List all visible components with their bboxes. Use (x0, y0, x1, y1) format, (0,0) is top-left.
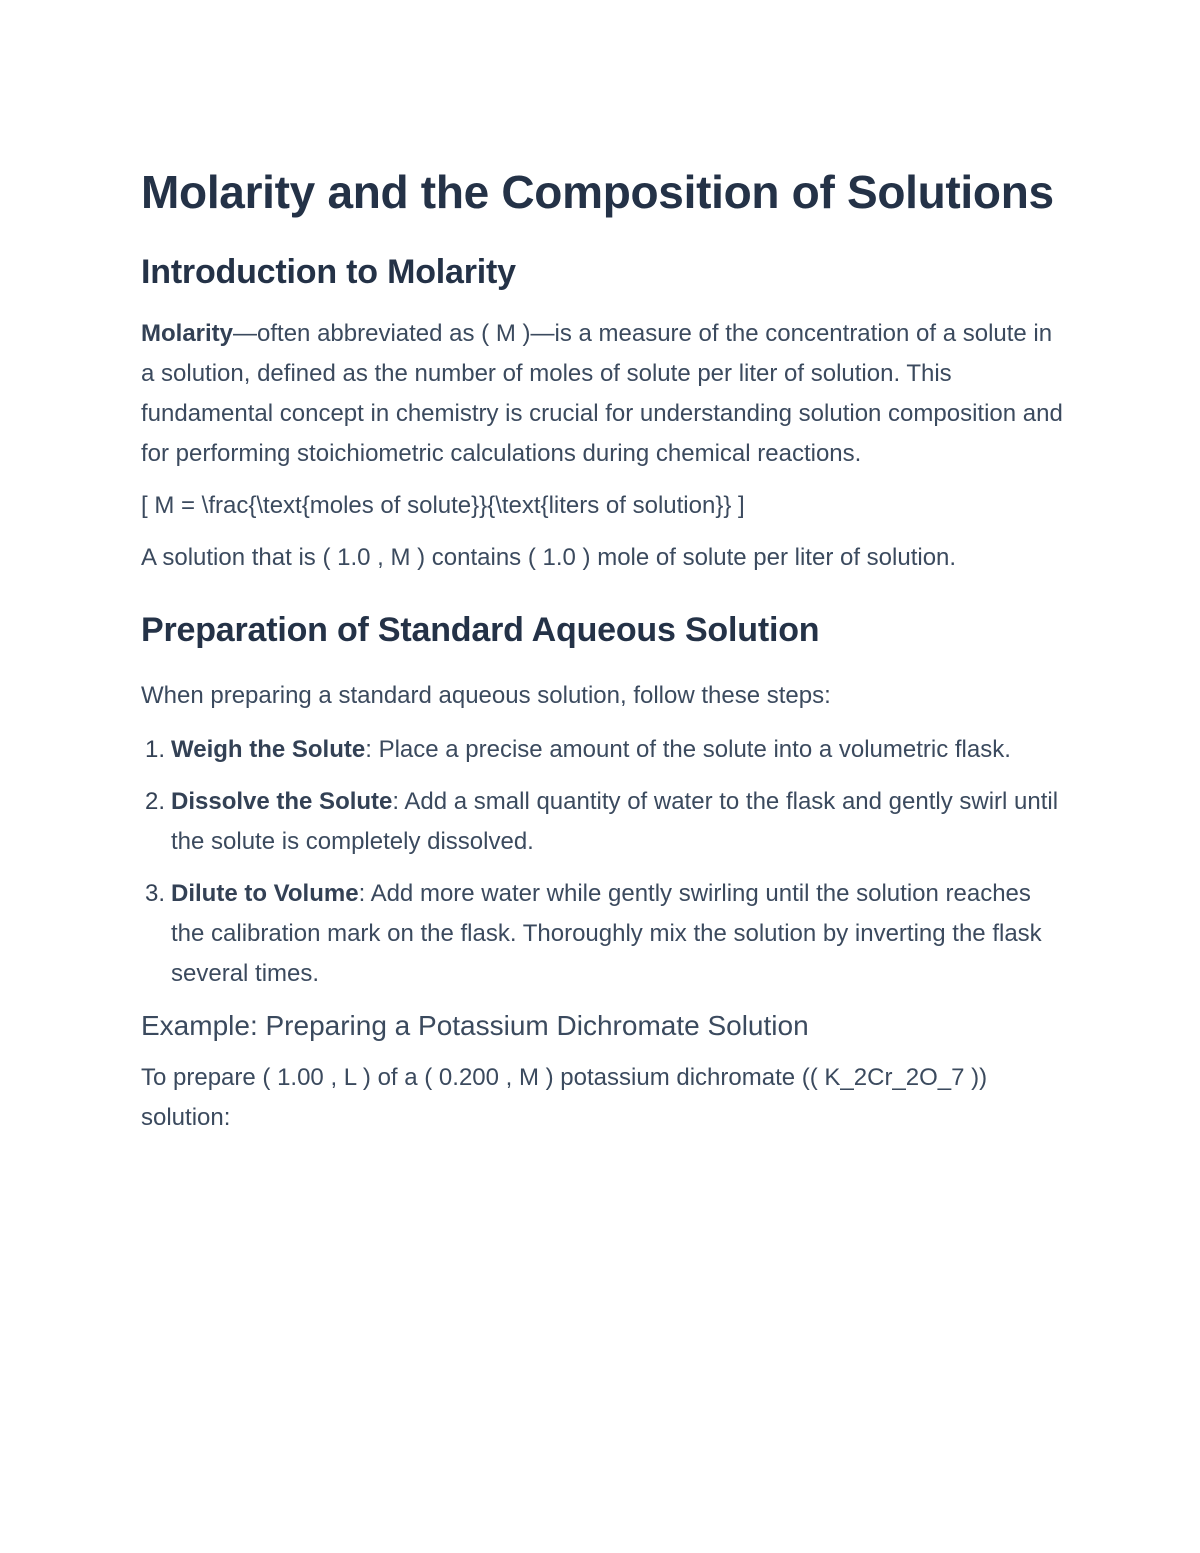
list-item (141, 782, 1066, 862)
page-title: Molarity and the Composition of Solutions (141, 166, 1054, 218)
step-label: Dissolve the Solute (171, 788, 393, 815)
section-heading-preparation: Preparation of Standard Aqueous Solution (141, 611, 820, 649)
step-text: : Add more water while gently swirling until the solution reaches the calibration mark on the flask. Thoroughly mix the solution by inverting the flask several times. (171, 880, 1042, 987)
step-text: : Place a precise amount of the solute into a volumetric flask. (365, 736, 1011, 763)
preparation-lead: When preparing a standard aqueous solution, follow these steps: (141, 682, 831, 709)
document-page (141, 160, 1066, 1138)
section-heading-introduction: Introduction to Molarity (141, 253, 516, 291)
subsection-heading-example: Example: Preparing a Potassium Dichromate Solution (141, 1010, 809, 1041)
list-item-number: 1. (145, 736, 166, 763)
molarity-formula: [ M = \frac{\text{moles of solute}}{\text{liters of solution}} ] (141, 492, 745, 519)
list-item (141, 874, 1066, 994)
list-item-number: 3. (145, 880, 166, 907)
list-item-number: 2. (145, 788, 166, 815)
step-text: : Add a small quantity of water to the flask and gently swirl until the solute is completely dissolved. (171, 788, 1059, 855)
step-label: Dilute to Volume (171, 880, 359, 907)
term-molarity: Molarity (141, 320, 234, 347)
example-paragraph: To prepare ( 1.00 , L ) of a ( 0.200 , M ) potassium dichromate (( K_2Cr_2O_7 )) solution: (141, 1064, 988, 1131)
step-label: Weigh the Solute (171, 736, 366, 763)
intro-paragraph-text: —often abbreviated as ( M )—is a measure of the concentration of a solute in a solution, defined as the number of moles of solute per liter of solution. This fundamental concept in chemistry is crucial for understanding solution composition and for performing stoichiometric calculations during chemical reactions. (141, 320, 1063, 467)
preparation-steps-list (141, 730, 1066, 994)
molarity-example-statement: A solution that is ( 1.0 , M ) contains ( 1.0 ) mole of solute per liter of solution. (141, 544, 957, 571)
list-item (141, 730, 1066, 770)
intro-paragraph (141, 314, 1066, 474)
